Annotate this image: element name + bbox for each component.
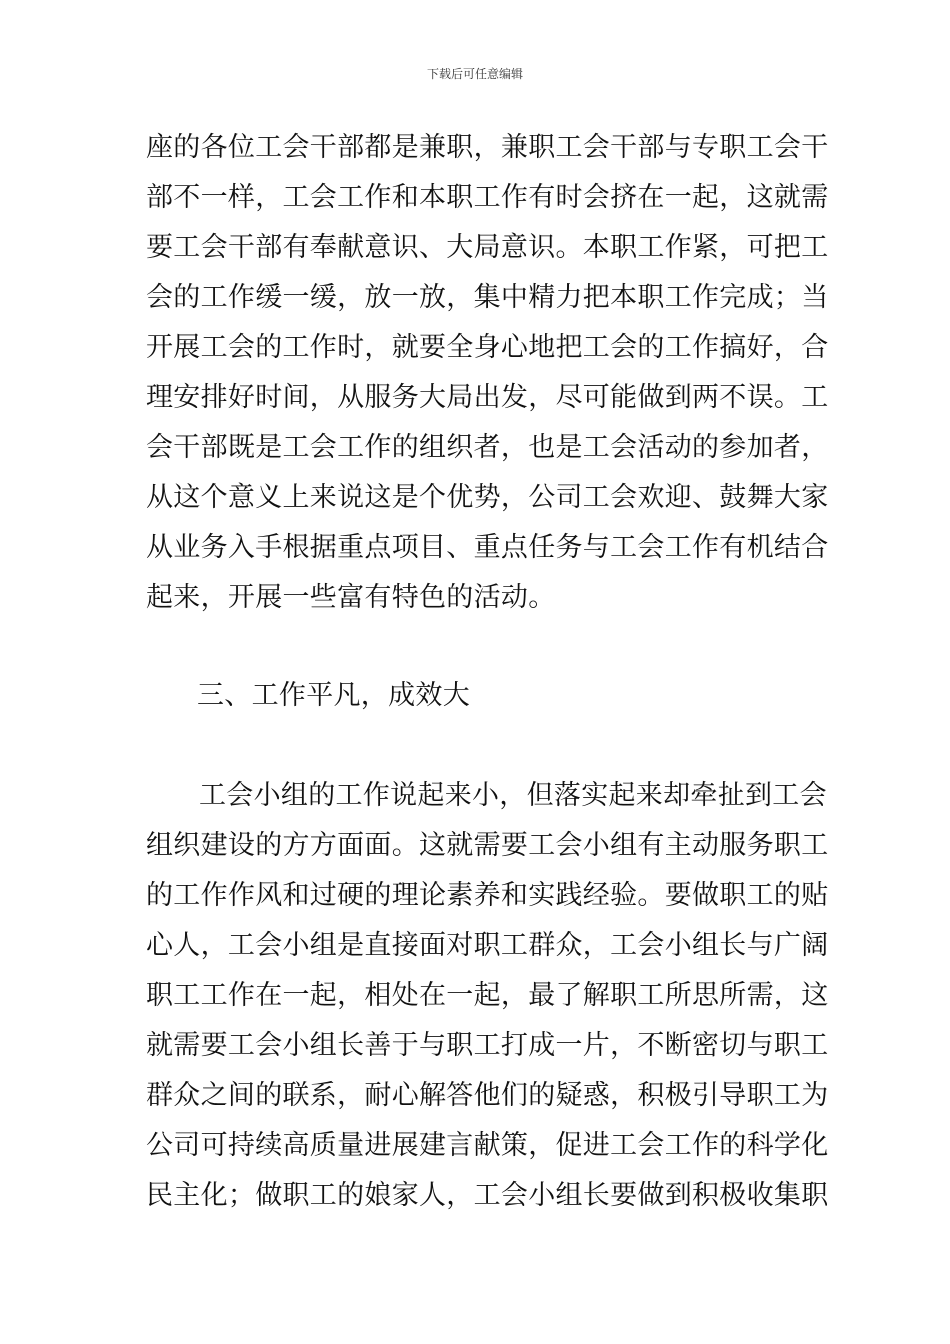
- paragraph-line: 职工工作在一起，相处在一起，最了解职工所思所需，这: [146, 980, 829, 1011]
- paragraph-line: 从这个意义上来说这是个优势，公司工会欢迎、鼓舞大家: [146, 482, 829, 513]
- paragraph-line: 民主化；做职工的娘家人，工会小组长要做到积极收集职: [146, 1180, 829, 1211]
- paragraph-line: 座的各位工会干部都是兼职，兼职工会干部与专职工会干: [146, 132, 829, 163]
- paragraph-line: 部不一样，工会工作和本职工作有时会挤在一起，这就需: [146, 182, 829, 213]
- paragraph-line: 群众之间的联系，耐心解答他们的疑惑，积极引导职工为: [146, 1080, 829, 1111]
- paragraph-line: 的工作作风和过硬的理论素养和实践经验。要做职工的贴: [146, 880, 829, 911]
- paragraph-line: 会的工作缓一缓，放一放，集中精力把本职工作完成；当: [146, 282, 829, 313]
- page-header: 下载后可任意编辑: [426, 67, 523, 81]
- paragraph-line: 理安排好时间，从服务大局出发，尽可能做到两不误。工: [146, 382, 829, 413]
- paragraph-line: 心人，工会小组是直接面对职工群众，工会小组长与广阔: [146, 930, 829, 961]
- paragraph-line: 从业务入手根据重点项目、重点任务与工会工作有机结合: [146, 532, 829, 563]
- paragraph-line: 工会小组的工作说起来小，但落实起来却牵扯到工会: [199, 780, 827, 811]
- paragraph-line: 要工会干部有奉献意识、大局意识。本职工作紧，可把工: [146, 232, 829, 263]
- paragraph-line: 组织建设的方方面面。这就需要工会小组有主动服务职工: [146, 830, 829, 861]
- paragraph-line: 就需要工会小组长善于与职工打成一片，不断密切与职工: [146, 1030, 829, 1061]
- paragraph-line: 公司可持续高质量进展建言献策，促进工会工作的科学化: [146, 1130, 829, 1161]
- paragraph-line: 会干部既是工会工作的组织者，也是工会活动的参加者，: [146, 432, 829, 463]
- section-heading: 三、工作平凡，成效大: [197, 680, 470, 711]
- paragraph-line: 开展工会的工作时，就要全身心地把工会的工作搞好，合: [146, 332, 829, 363]
- paragraph-line: 起来，开展一些富有特色的活动。: [146, 582, 556, 613]
